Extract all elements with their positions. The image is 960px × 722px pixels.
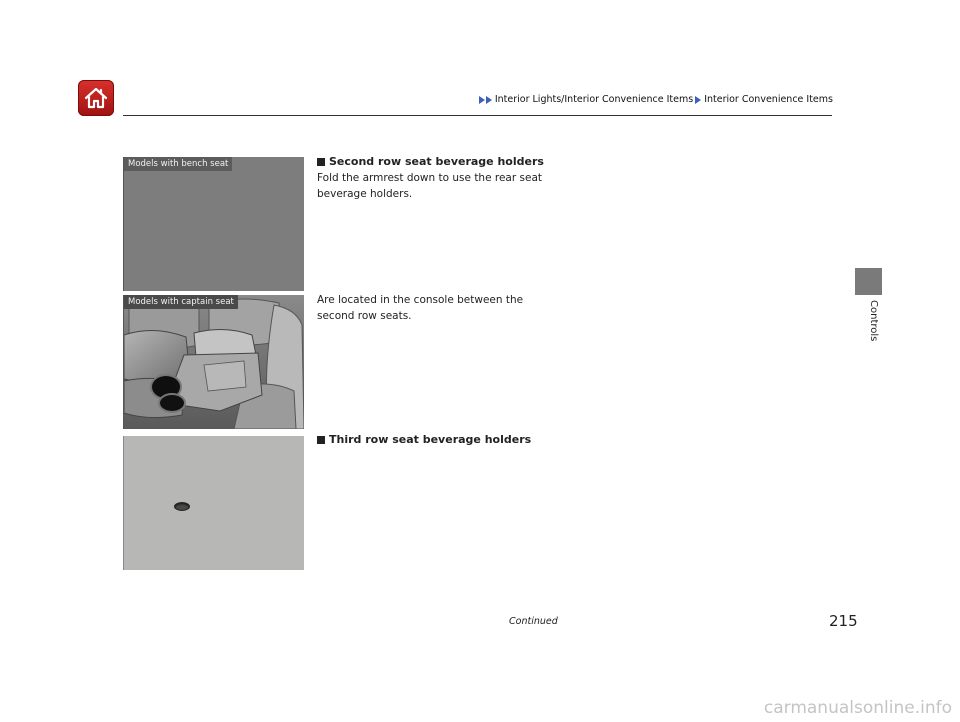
header-divider (123, 115, 832, 116)
breadcrumb-arrow-icon (479, 96, 485, 104)
square-bullet-icon (317, 158, 325, 166)
cup-holder-illustration (175, 503, 189, 510)
section-third-row (317, 432, 557, 448)
home-button[interactable] (78, 80, 114, 116)
chapter-tab-label: Controls (868, 300, 879, 342)
figure-bench-seat (123, 157, 304, 291)
home-icon (82, 84, 110, 112)
square-bullet-icon (317, 436, 325, 444)
chapter-tab[interactable] (855, 268, 882, 295)
continued-label: Continued (509, 616, 558, 627)
watermark: carmanualsonline.info (763, 698, 952, 718)
breadcrumb-item[interactable]: Interior Lights/Interior Convenience Items (494, 94, 694, 105)
figure-caption: Models with bench seat (124, 157, 232, 171)
section-heading: Third row seat beverage holders (317, 432, 557, 448)
section-second-row (317, 154, 557, 202)
figure-captain-seat (123, 295, 304, 429)
bench-seat-text: Fold the armrest down to use the rear seat beverage holders. (317, 172, 543, 200)
breadcrumb-item[interactable]: Interior Convenience Items (704, 94, 833, 105)
figure-caption: Models with captain seat (124, 295, 238, 309)
breadcrumb-arrow-icon (486, 96, 492, 104)
breadcrumb (479, 94, 833, 105)
figure-third-row (123, 436, 304, 570)
page-number: 215 (829, 612, 858, 630)
console-illustration (124, 295, 304, 429)
captain-seat-text: Are located in the console between the second row seats. (317, 294, 524, 322)
breadcrumb-arrow-icon (695, 96, 701, 104)
section-heading: Second row seat beverage holders (317, 154, 557, 170)
